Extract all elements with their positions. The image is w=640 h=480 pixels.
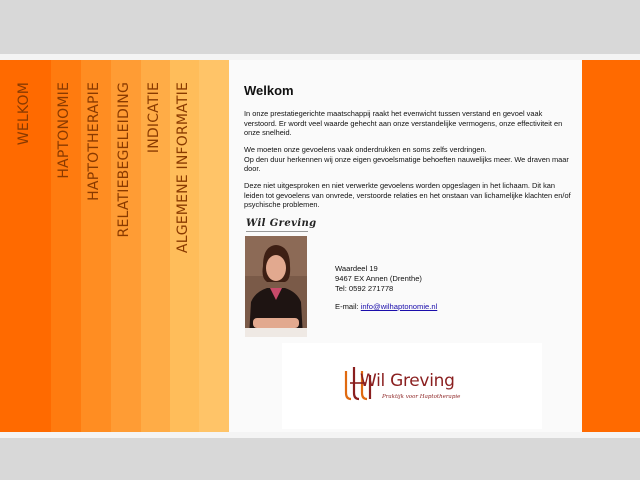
- nav-item-label: WELKOM: [15, 82, 32, 146]
- intro-paragraph-2: We moeten onze gevoelens vaak onderdrukken en soms zelfs verdringen. Op den duur herkennen wij onze eigen gevoelsmatige behoeften nauwelijks meer. We draven maar door.: [244, 145, 569, 174]
- nav-item-label: INDICATIE: [145, 82, 162, 154]
- practice-logo: [282, 343, 542, 429]
- nav-item-indicatie[interactable]: [141, 60, 170, 432]
- address-city: 9467 EX Annen (Drenthe): [335, 274, 422, 283]
- nav-spacer: [199, 60, 229, 432]
- main-content: [229, 60, 582, 432]
- right-decor-bar: [582, 60, 640, 432]
- page-title: Welkom: [244, 83, 294, 98]
- address-phone: Tel: 0592 271778: [335, 284, 394, 293]
- portrait-photo: [245, 236, 307, 337]
- nav-item-relatiebegeleiding[interactable]: [111, 60, 141, 432]
- signature-underline: [246, 231, 308, 232]
- logo-name: Wil Greving: [360, 371, 455, 391]
- nav-item-label: ALGEMENE INFORMATIE: [174, 82, 191, 254]
- intro-paragraph-1: In onze prestatiegerichte maatschappij raakt het evenwicht tussen verstand en gevoel vaak verstoord. Er wordt veel waarde gehecht aan onze verstandelijke vermogens, onze effectiviteit en onze snelheid.: [244, 109, 563, 138]
- signature-name: Wil Greving: [246, 218, 317, 229]
- nav-item-algemene-informatie[interactable]: [170, 60, 199, 432]
- nav-item-label: RELATIEBEGELEIDING: [116, 82, 132, 238]
- nav-item-haptotherapie[interactable]: [81, 60, 111, 432]
- email-label: E-mail:: [335, 302, 361, 311]
- email-link[interactable]: info@wilhaptonomie.nl: [360, 302, 438, 311]
- main-navigation: [0, 60, 229, 432]
- nav-item-haptonomie[interactable]: [51, 60, 81, 432]
- address-email-row: [335, 302, 437, 311]
- intro-paragraph-3: Deze niet uitgesproken en niet verwerkte gevoelens worden opgeslagen in het lichaam. Dit kan leiden tot gevoelens van onvrede, verstoorde relaties en het onstaan van lichamelijke klachten en/of psychische problemen.: [244, 181, 571, 210]
- logo-subtitle: Praktijk voor Haptotherapie: [382, 394, 461, 400]
- nav-item-label: HAPTONOMIE: [56, 82, 72, 179]
- nav-item-label: HAPTOTHERAPIE: [86, 82, 102, 201]
- address-street: Waardeel 19: [335, 264, 378, 273]
- nav-item-welkom[interactable]: [0, 60, 51, 432]
